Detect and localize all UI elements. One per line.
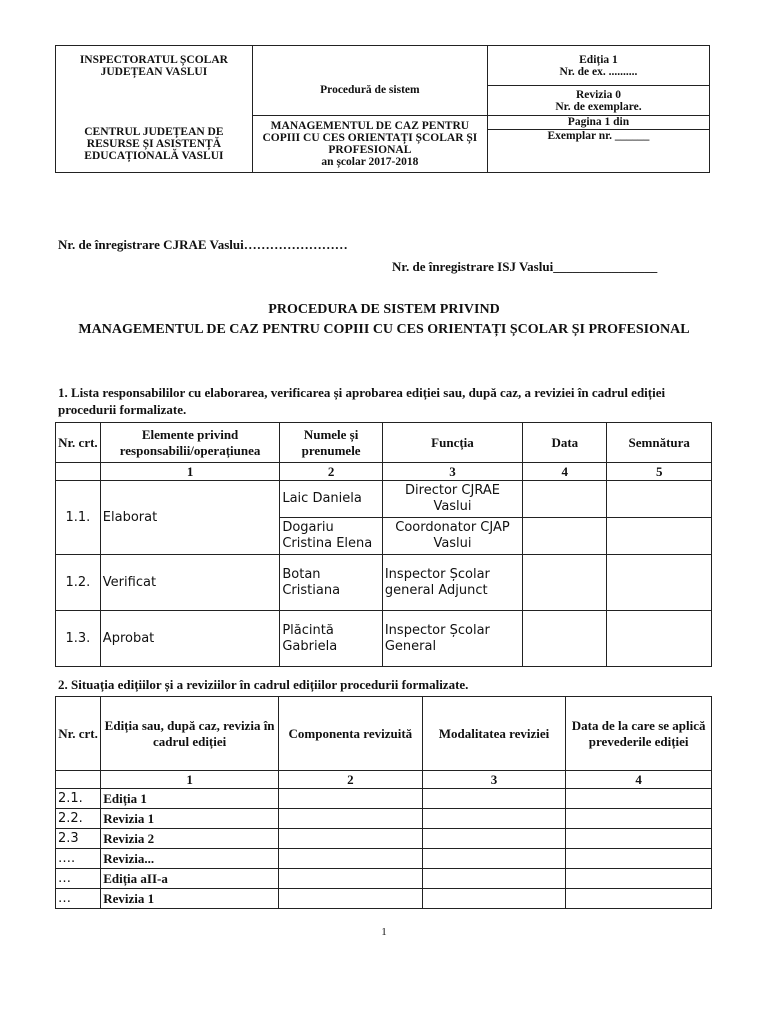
col-number: 4 [523,463,607,481]
col-number: 1 [101,771,279,789]
table-row: … Ediția aII-a [56,869,712,889]
table-row: 2.2. Revizia 1 [56,809,712,829]
col-number: 5 [607,463,712,481]
table-row: 2.1. Ediția 1 [56,789,712,809]
procedure-title-cell: MANAGEMENTUL DE CAZ PENTRU COPIII CU CES ORIENTAȚI ȘCOLAR ȘI PROFESIONAL an școlar 2017-2018 [252,116,487,173]
isj-registration: Nr. de înregistrare ISJ Vaslui________________ [392,259,658,274]
col-header: Semnătura [607,423,712,463]
responsibles-table [55,422,712,667]
col-number: 2 [280,463,383,481]
table-row: 1.3. Aprobat Plăcintă Gabriela Inspector Școlar General [56,611,712,667]
col-number: 3 [382,463,522,481]
section-2-heading: 2. Situația edițiilor și a reviziilor în cadrul edițiilor procedurii formalizate. [58,677,469,692]
table-row: 2.3 Revizia 2 [56,829,712,849]
page-title [60,300,708,340]
institution-cjrae: CENTRUL JUDEȚEAN DE RESURSE ȘI ASISTENȚĂ EDUCAȚIONALĂ VASLUI [56,116,253,173]
procedure-type: Procedură de sistem [252,46,487,116]
institution-isj: INSPECTORATUL ȘCOLAR JUDEȚEAN VASLUI [56,46,253,86]
editions-table [55,696,712,909]
col-header: Modalitatea reviziei [422,697,566,771]
col-header: Componenta revizuită [279,697,423,771]
page-number: 1 [381,926,387,938]
col-number: 3 [422,771,566,789]
col-header: Ediția sau, după caz, revizia în cadrul ediției [101,697,279,771]
table-row: … Revizia 1 [56,889,712,909]
col-number: 1 [100,463,280,481]
section-1-heading: 1. Lista responsabililor cu elaborarea, verificarea și aprobarea ediției sau, după caz, a reviziei în cadrul ediției procedurii formalizate. [58,385,666,417]
col-header: Elemente privind responsabilii/operațiunea [100,423,280,463]
title-line-2: MANAGEMENTUL DE CAZ PENTRU COPIII CU CES ORIENTAȚI ȘCOLAR ȘI PROFESIONAL [78,322,690,337]
table-row: 1.2. Verificat Botan Cristiana Inspector Școlar general Adjunct [56,555,712,611]
page-cell: Pagina 1 din Exemplar nr. ______ [487,116,709,173]
col-header: Numele și prenumele [280,423,383,463]
col-header: Funcția [382,423,522,463]
col-header: Nr. crt. [56,697,101,771]
revision-cell: Revizia 0 Nr. de exemplare. [487,86,709,116]
table-row: Dogariu Cristina Elena Coordonator CJAP Vaslui [56,518,712,555]
document-header [55,45,710,173]
table-row: 1.1. Elaborat Laic Daniela Director CJRAE Vaslui [56,481,712,518]
col-number: 2 [279,771,423,789]
col-header: Nr. crt. [56,423,101,463]
col-header: Data [523,423,607,463]
cjrae-registration: Nr. de înregistrare CJRAE Vaslui…………………… [58,237,348,252]
col-number: 4 [566,771,712,789]
table-row: …. Revizia... [56,849,712,869]
edition-cell: Ediția 1 Nr. de ex. .......... [487,46,709,86]
title-line-1: PROCEDURA DE SISTEM PRIVIND [268,302,500,317]
col-header: Data de la care se aplică prevederile ediției [566,697,712,771]
